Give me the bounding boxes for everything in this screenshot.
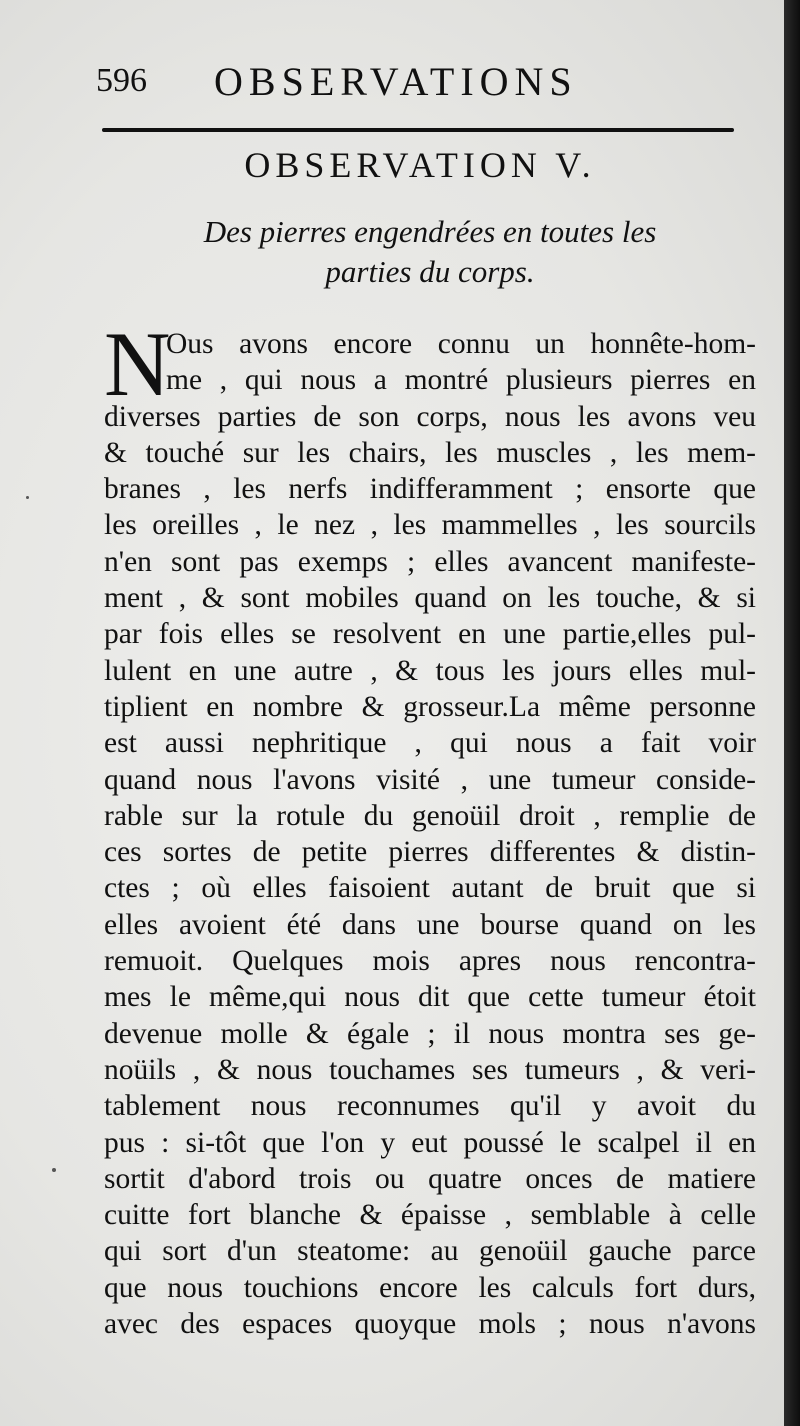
text-line: tablement nous reconnumes qu'il y avoit du <box>104 1090 756 1123</box>
text-line: sortit d'abord trois ou quatre onces de matiere <box>104 1162 756 1195</box>
text-line: ces sortes de petite pierres differentes & distin- <box>104 836 756 869</box>
text-line: quand nous l'avons visité , une tumeur conside- <box>104 763 756 796</box>
running-head: OBSERVATIONS <box>214 59 578 104</box>
text-line: branes , les nerfs indifferamment ; ensorte que <box>104 473 756 506</box>
text-line: me , qui nous a montré plusieurs pierres en <box>166 364 756 397</box>
text-line: ment , & sont mobiles quand on les touche, & si <box>104 582 756 615</box>
text-line: qui sort d'un steatome: au genoüil gauche parce <box>104 1235 756 1268</box>
observation-title: OBSERVATION V. <box>244 145 596 185</box>
text-line: ctes ; où elles faisoient autant de bruit que si <box>104 872 756 905</box>
text-line: & touché sur les chairs, les muscles , les mem- <box>104 436 756 469</box>
subtitle-line: parties du corps. <box>325 254 535 289</box>
text-line: avec des espaces quoyque mols ; nous n'avons <box>104 1308 756 1341</box>
text-line: n'en sont pas exemps ; elles avancent manifeste- <box>104 545 756 578</box>
text-line: tiplient en nombre & grosseur.La même personne <box>104 690 756 723</box>
text-line: cuitte fort blanche & épaisse , semblable à celle <box>104 1199 756 1232</box>
subtitle-line: Des pierres engendrées en toutes les <box>203 214 657 249</box>
ink-speck <box>52 1168 56 1172</box>
page-number: 596 <box>96 62 147 99</box>
text-line: mes le même,qui nous dit que cette tumeur étoit <box>104 981 756 1014</box>
text-line: par fois elles se resolvent en une partie,elles pul- <box>104 618 756 651</box>
text-line: noüils , & nous touchames ses tumeurs , & veri- <box>104 1053 756 1086</box>
ink-speck <box>26 496 29 499</box>
text-line: remuoit. Quelques mois apres nous rencontra- <box>104 945 756 978</box>
drop-cap: N <box>104 313 171 415</box>
text-line: diverses parties de son corps, nous les avons veu <box>104 400 756 433</box>
text-line: est aussi nephritique , qui nous a fait voir <box>104 727 756 760</box>
text-line: elles avoient été dans une bourse quand on les <box>104 908 756 941</box>
text-line: devenue molle & égale ; il nous montra ses ge- <box>104 1017 756 1050</box>
observation-subtitle <box>120 212 740 292</box>
text-line: lulent en une autre , & tous les jours elles mul- <box>104 654 756 687</box>
text-line: les oreilles , le nez , les mammelles , les sourcils <box>104 509 756 542</box>
header-rule <box>102 128 734 132</box>
page-edge-shadow <box>784 0 800 1426</box>
text-line: rable sur la rotule du genoüil droit , remplie de <box>104 799 756 832</box>
text-line: que nous touchions encore les calculs fort durs, <box>104 1271 756 1304</box>
body-text <box>104 313 756 1342</box>
text-line: Ous avons encore connu un honnête-hom- <box>166 328 756 360</box>
page-header <box>92 58 732 108</box>
text-line: pus : si-tôt que l'on y eut poussé le scalpel il en <box>104 1126 756 1159</box>
